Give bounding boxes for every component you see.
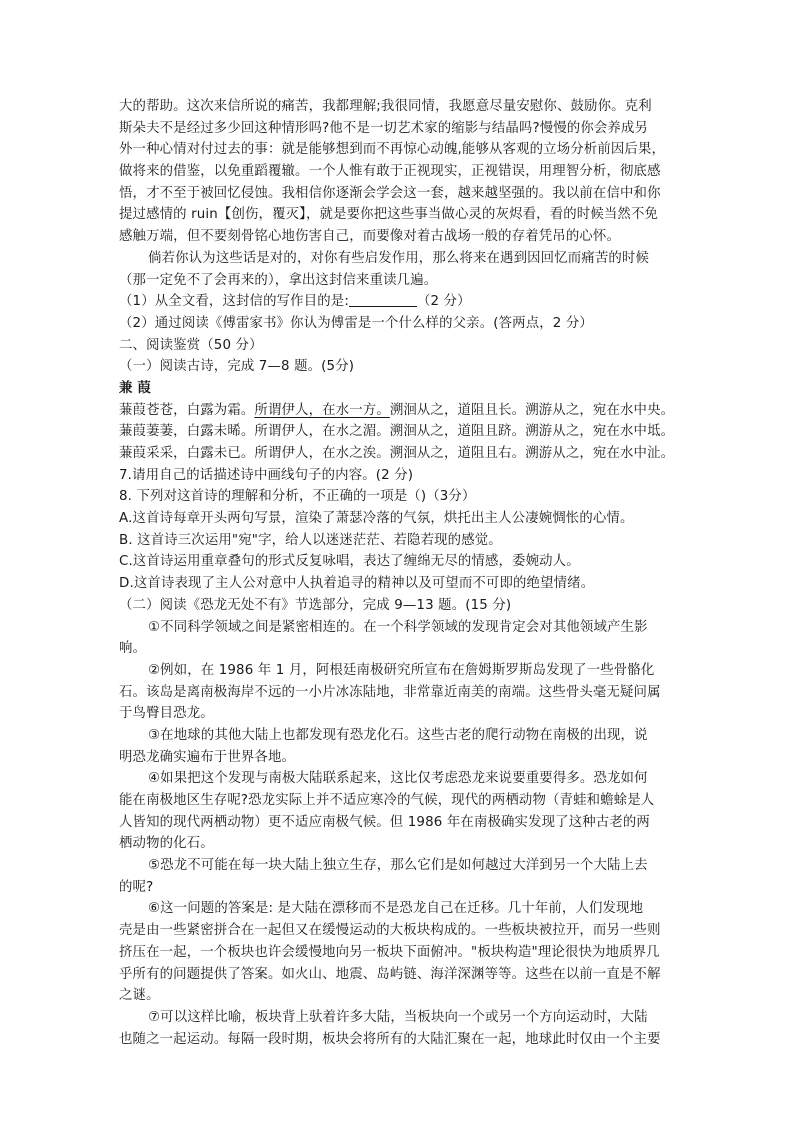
underlined-poem-line: 所谓伊人，在水一方。 bbox=[254, 402, 390, 418]
poem bbox=[119, 400, 677, 465]
article-line: ⑦可以这样比喻，板块背上驮着许多大陆，当板块向一个或另一个方向运动时，大陆 bbox=[148, 1009, 648, 1025]
option-d: D.这首诗表现了主人公对意中人执着追寻的精神以及可望而不可即的绝望情绪。 bbox=[119, 576, 595, 592]
poem-stanza: 蒹葭采采，白露未已。所谓伊人，在水之涘。溯洄从之，道阻且右。溯游从之，宛在水中沚。 bbox=[119, 446, 675, 461]
option-b: B. 这首诗三次运用"宛"字，给人以迷迷茫茫、若隐若现的感觉。 bbox=[119, 532, 502, 548]
article-line: 栖动物的化石。 bbox=[119, 836, 214, 852]
poem-stanza: 蒹葭萋萋，白露未晞。所谓伊人，在水之湄。溯洄从之，道阻且跻。溯游从之，宛在水中坻。 bbox=[119, 424, 675, 440]
answer-blank[interactable] bbox=[349, 292, 417, 307]
article-line: 之谜。 bbox=[119, 988, 160, 1004]
letter-line: 斯朵夫不是经过多少回这种情形吗?他不是一切艺术家的缩影与结晶吗?慢慢的你会养成另 bbox=[119, 120, 649, 136]
letter-line: 感触万端，但不要刻骨铭心地伤害自己，而要像对着古战场一般的存着凭吊的心怀。 bbox=[119, 229, 621, 245]
question-8: 8. 下列对这首诗的理解和分析，不正确的一项是（)（3分） bbox=[119, 489, 476, 505]
letter-line: （那一定免不了会再来的），拿出这封信来重读几遍。 bbox=[119, 272, 438, 288]
section-heading: 二、阅读鉴赏（50 分） bbox=[119, 337, 263, 353]
poem-section-intro: （一）阅读古诗，完成 7—8 题。(5分) bbox=[119, 359, 355, 375]
article-line: 于鸟臀目恐龙。 bbox=[119, 706, 214, 722]
article-line: 明恐龙确实遍布于世界各地。 bbox=[119, 749, 296, 765]
poem-stanza bbox=[119, 400, 677, 422]
article-line: 响。 bbox=[119, 641, 147, 657]
question-1-score: （2 分） bbox=[416, 294, 471, 310]
article-line: 能在南极地区生存呢?恐龙实际上并不适应寒冷的气候，现代的两栖动物（青蛙和蟾蜍是人 bbox=[119, 793, 655, 808]
article-line: ③在地球的其他大陆上也都发现有恐龙化石。这些古老的爬行动物在南极的出现，说 bbox=[148, 727, 648, 743]
article-line: ⑤恐龙不可能在每一块大陆上独立生存，那么它们是如何越过大洋到另一个大陆上去 bbox=[148, 858, 648, 874]
letter-line: 大的帮助。这次来信所说的痛苦，我都理解;我很同情，我愿意尽量安慰你、鼓励你。克利 bbox=[119, 99, 652, 114]
document-page bbox=[119, 96, 677, 1050]
poem-title: 兼 葭 bbox=[119, 380, 151, 396]
article-line: 的呢? bbox=[119, 879, 154, 895]
article-line: ①不同科学领域之间是紧密相连的。在一个科学领域的发现肯定会对其他领域产生影 bbox=[148, 619, 648, 635]
letter-line: 做将来的借鉴，以免重蹈覆辙。一个人惟有敢于正视现实，正视错误，用理智分析，彻底感 bbox=[119, 164, 661, 180]
poem-line-part: 蒹葭苍苍，白露为霜。 bbox=[119, 402, 255, 418]
article-line: 乎所有的问题提供了答案。如火山、地震、岛屿链、海洋深渊等等。这些在以前一直是不解 bbox=[119, 966, 661, 982]
article-line: 壳是由一些紧密拼合在一起但又在缓慢运动的大板块构成的。一些板块被拉开，而另一些则 bbox=[119, 923, 661, 939]
option-a: A.这首诗每章开头两句写景，渲染了萧瑟冷落的气氛，烘托出主人公凄婉惆怅的心情。 bbox=[119, 511, 634, 527]
letter-line: 提过感情的 ruin【创伤，覆灭】，就是要你把这些事当做心灵的灰烬看，看的时候当然不免 bbox=[119, 207, 659, 223]
article-line: 挤压在一起，一个板块也许会缓慢地向另一板块下面俯冲。"板块构造"理论很快为地质界几 bbox=[119, 944, 660, 960]
article-line: ⑥这一问题的答案是: 是大陆在漂移而不是恐龙自己在迁移。几十年前，人们发现地 bbox=[148, 901, 644, 917]
article-line: 石。该岛是离南极海岸不远的一小片冰冻陆地，非常靠近南美的南端。这些骨头毫无疑问属 bbox=[119, 684, 661, 700]
question-2: （2）通过阅读《傅雷家书》你认为傅雷是一个什么样的父亲。(答两点，2 分） bbox=[119, 315, 593, 331]
article-section-intro: （二）阅读《恐龙无处不有》节选部分，完成 9—13 题。(15 分) bbox=[119, 597, 512, 613]
poem-line-part: 溯洄从之，道阻且长。溯游从之，宛在水中央。 bbox=[389, 402, 675, 418]
letter-line: 悟，才不至于被回忆侵蚀。我相信你逐渐会学会这一套，越来越坚强的。我以前在信中和你 bbox=[119, 185, 661, 201]
article-line: 也随之一起运动。每隔一段时期，板块会将所有的大陆汇聚在一起，地球此时仅由一个主要 bbox=[119, 1031, 661, 1047]
letter-line: 倘若你认为这些话是对的，对你有些启发作用，那么将来在遇到因回忆而痛苦的时候 bbox=[148, 250, 650, 266]
question-1-text: （1）从全文看，这封信的写作目的是: bbox=[119, 294, 349, 310]
letter-line: 外一种心情对付过去的事：就是能够想到而不再惊心动魄,能够从客观的立场分析前因后果， bbox=[119, 142, 666, 158]
article-line: ②例如，在 1986 年 1 月，阿根廷南极研究所宣布在詹姆斯罗斯岛发现了一些骨骼化 bbox=[148, 662, 655, 678]
question-1 bbox=[119, 291, 677, 313]
letter-excerpt bbox=[119, 96, 677, 291]
question-7: 7.请用自己的话描述诗中画线句子的内容。(2 分) bbox=[119, 467, 414, 483]
option-c: C.这首诗运用重章叠句的形式反复咏唱，表达了缠绵无尽的情感，委婉动人。 bbox=[119, 554, 580, 570]
article-line: 人皆知的现代两栖动物）更不适应南极气候。但 1986 年在南极确实发现了这种古老的两 bbox=[119, 814, 650, 830]
article-line: ④如果把这个发现与南极大陆联系起来，这比仅考虑恐龙来说要重要得多。恐龙如何 bbox=[148, 771, 648, 787]
article-body bbox=[119, 617, 677, 1051]
